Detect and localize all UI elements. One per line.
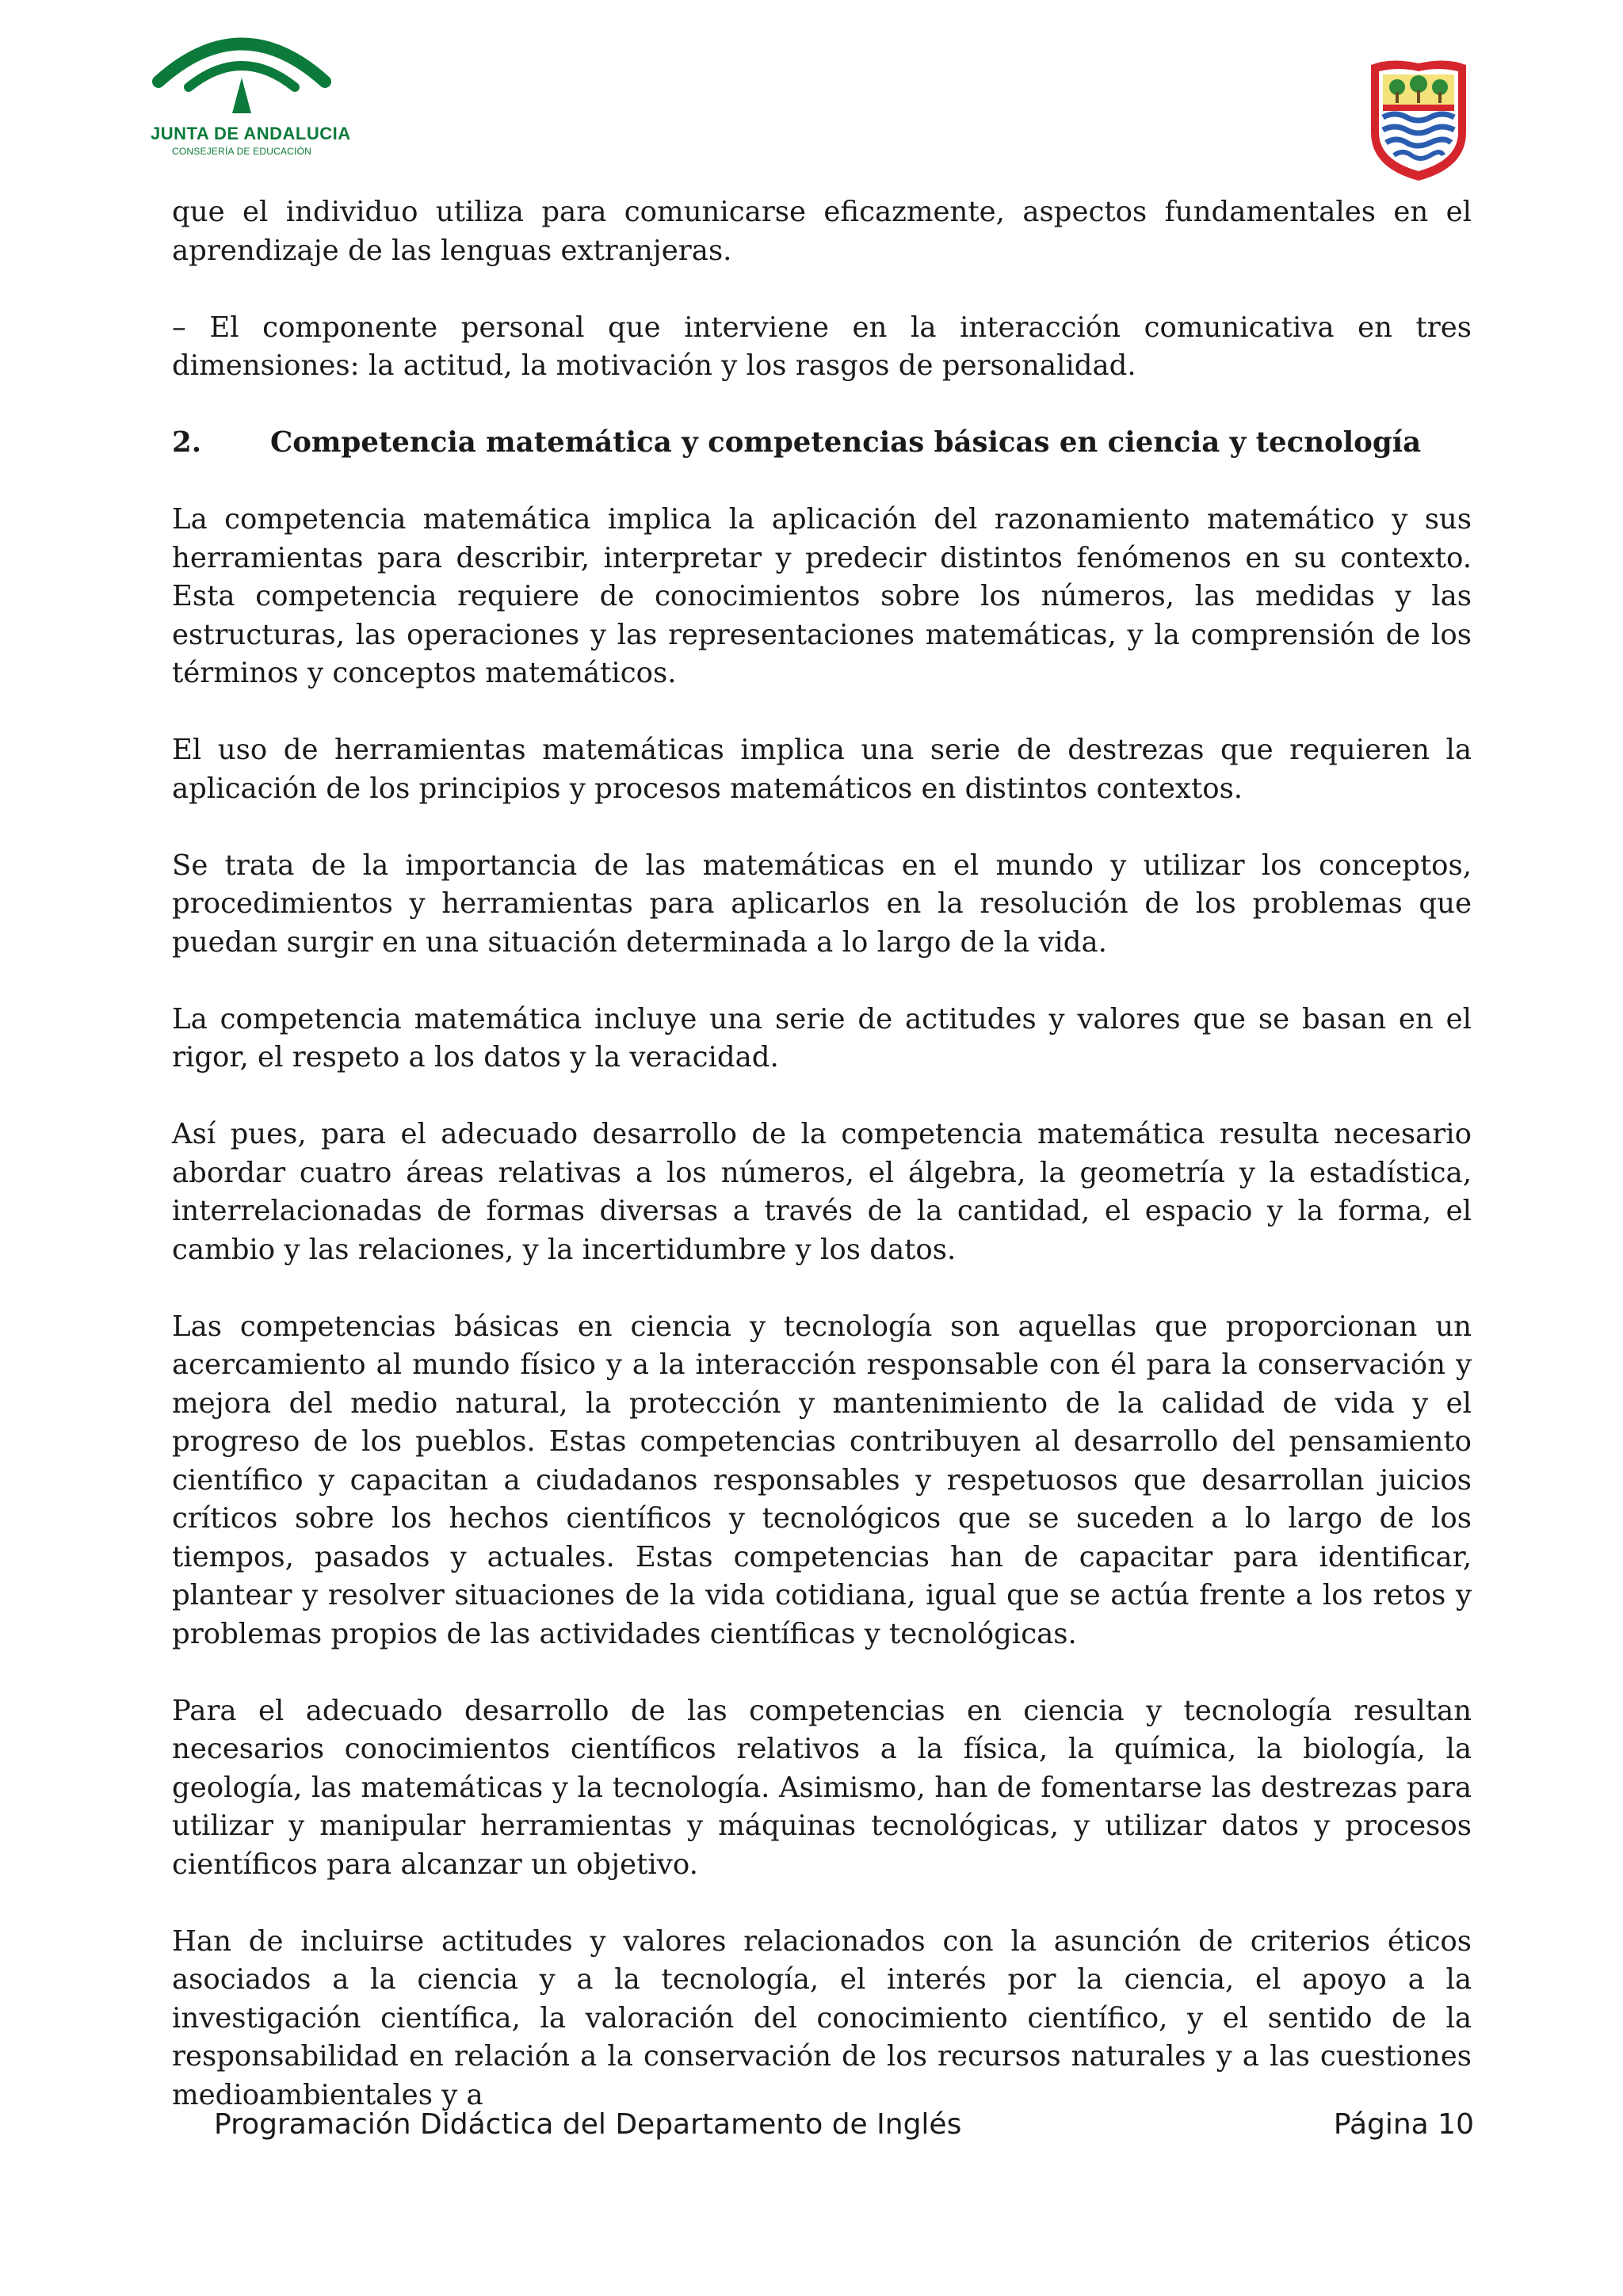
paragraph: El uso de herramientas matemáticas implica una serie de destrezas que requieren la aplicación de los principios y procesos matemáticos en distintos contextos.	[172, 734, 1472, 805]
section-title: Competencia matemática y competencias básicas en ciencia y tecnología	[270, 426, 1422, 459]
logo-title: JUNTA DE ANDALUCIA	[151, 124, 351, 143]
paragraph: Para el adecuado desarrollo de las competencias en ciencia y tecnología resultan necesarios conocimientos científicos relativos a la física, la química, la biología, la geología, las matemáticas y la tecnología. Asimismo, han de fomentarse las destrezas para utilizar y manipular herramientas y máquinas tecnológicas, y utilizar datos y procesos científicos para alcanzar un objetivo.	[172, 1694, 1472, 1881]
logo-subtitle: CONSEJERÍA DE EDUCACIÓN	[172, 146, 311, 157]
section-heading	[172, 424, 1472, 463]
paragraph: La competencia matemática incluye una serie de actitudes y valores que se basan en el rigor, el respeto a los datos y la veracidad.	[172, 1002, 1472, 1074]
school-coat-of-arms-icon	[1367, 57, 1470, 184]
document-body	[172, 193, 1472, 2153]
page-number: Página 10	[1333, 2108, 1474, 2141]
paragraph: Se trata de la importancia de las matemáticas en el mundo y utilizar los conceptos, procedimientos y herramientas para aplicarlos en la resolución de los problemas que puedan surgir en una situación determinada a lo largo de la vida.	[172, 849, 1472, 959]
paragraph: Las competencias básicas en ciencia y tecnología son aquellas que proporcionan un acercamiento al mundo físico y a la interacción responsable con él para la conservación y mejora del medio natural, la protección y mantenimiento de la calidad de vida y el progreso de los pueblos. Estas competencias contribuyen al desarrollo del pensamiento científico y capacitan a ciudadanos responsables y respetuosos que desarrollan juicios críticos sobre los hechos científicos y tecnológicos que se suceden a lo largo de los tiempos, pasados y actuales. Estas competencias han de capacitar para identificar, plantear y resolver situaciones de la vida cotidiana, igual que se actúa frente a los retos y problemas propios de las actividades científicas y tecnológicas.	[172, 1310, 1472, 1650]
paragraph: Han de incluirse actitudes y valores relacionados con la asunción de criterios éticos asociados a la ciencia y a la tecnología, el interés por la ciencia, el apoyo a la investigación científica, la valoración del conocimiento científico, y el sentido de la responsabilidad en relación a la conservación de los recursos naturales y a las cuestiones medioambientales y a	[172, 1924, 1472, 2111]
paragraph: – El componente personal que interviene en la interacción comunicativa en tres dimensiones: la actitud, la motivación y los rasgos de personalidad.	[172, 311, 1472, 382]
paragraph: que el individuo utiliza para comunicarse eficazmente, aspectos fundamentales en el aprendizaje de las lenguas extranjeras.	[172, 196, 1472, 267]
page-header	[0, 0, 1623, 190]
junta-de-andalucia-logo	[151, 22, 351, 165]
section-number: 2.	[172, 426, 202, 459]
junta-arch-icon	[151, 22, 333, 125]
footer-document-title: Programación Didáctica del Departamento de Inglés	[214, 2108, 962, 2141]
paragraph: La competencia matemática implica la aplicación del razonamiento matemático y sus herramientas para describir, interpretar y predecir distintos fenómenos en su contexto. Esta competencia requiere de conocimientos sobre los números, las medidas y las estructuras, las operaciones y las representaciones matemáticas, y la comprensión de los términos y conceptos matemáticos.	[172, 503, 1472, 689]
paragraph: Así pues, para el adecuado desarrollo de la competencia matemática resulta necesario abordar cuatro áreas relativas a los números, el álgebra, la geometría y la estadística, interrelacionadas de formas diversas a través de la cantidad, el espacio y la forma, el cambio y las relaciones, y la incertidumbre y los datos.	[172, 1118, 1472, 1266]
